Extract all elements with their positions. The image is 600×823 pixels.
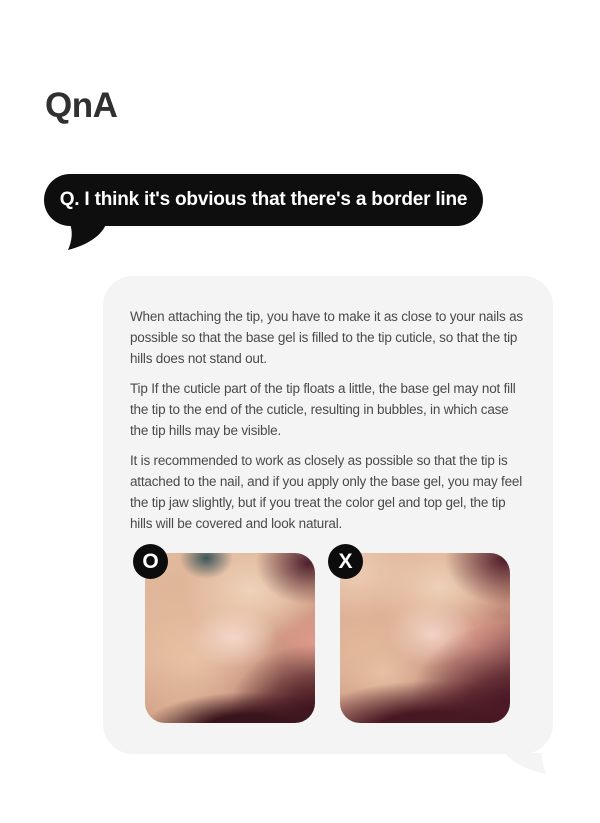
incorrect-example-photo [340,553,510,723]
example-correct [142,549,315,723]
example-photos-row [142,549,510,723]
answer-bubble [103,276,553,754]
question-bubble [44,174,483,226]
answer-bubble-tail-icon [501,753,547,774]
incorrect-badge: X [328,544,363,579]
answer-paragraph: It is recommended to work as closely as possible so that the tip is attached to the nail, and if you apply only the base gel, you may feel the tip jaw slightly, but if you treat the color gel and top gel, the tip hills will be covered and look natural. [130,453,523,531]
question-bubble-tail-icon [66,224,108,250]
correct-badge: O [133,544,168,579]
answer-paragraph: When attaching the tip, you have to make it as close to your nails as possible so that the base gel is filled to the tip cuticle, so that the tip hills does not stand out. [130,309,523,366]
page-title: QnA [45,86,118,125]
correct-example-photo [145,553,315,723]
answer-paragraph: Tip If the cuticle part of the tip floats a little, the base gel may not fill the tip to the end of the cuticle, resulting in bubbles, in which case the tip hills may be visible. [130,381,516,438]
example-incorrect [338,549,510,723]
question-text: Q. I think it's obvious that there's a border line [59,189,468,210]
